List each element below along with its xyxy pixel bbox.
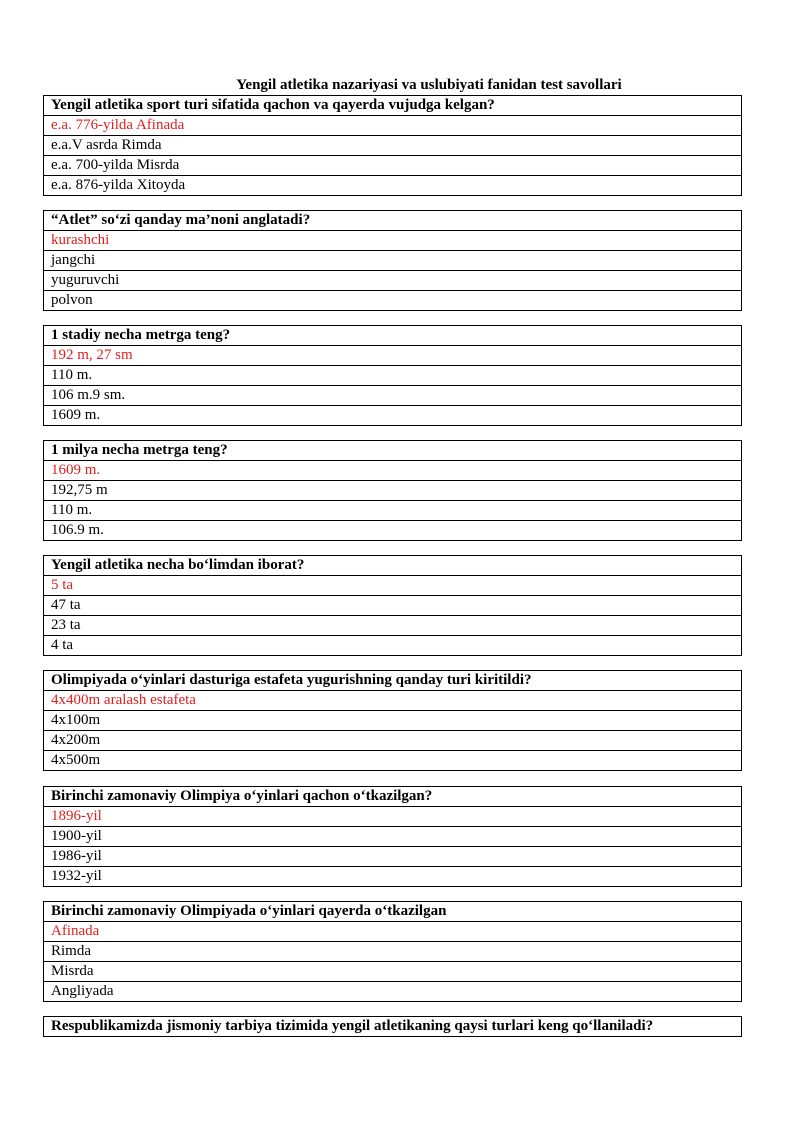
question-block-6 (43, 670, 742, 771)
answer-option: 1932-yil (44, 866, 741, 886)
question-block-4 (43, 440, 742, 541)
answer-option: 47 ta (44, 595, 741, 615)
question-text: 1 stadiy necha metrga teng? (51, 327, 231, 343)
answer-option: polvon (44, 290, 741, 310)
answer-option: 110 m. (44, 500, 741, 520)
answer-option: 192,75 m (44, 480, 741, 500)
answer-option: 106.9 m. (44, 520, 741, 540)
answer-option: Angliyada (44, 981, 741, 1001)
answer-option: Misrda (44, 961, 741, 981)
question-text: Respublikamizda jismoniy tarbiya tizimida yengil atletikaning qaysi turlari keng qo‘llaniladi? (51, 1018, 654, 1034)
answer-option: 4x200m (44, 730, 741, 750)
question-text: Yengil atletika sport turi sifatida qachon va qayerda vujudga kelgan? (51, 97, 495, 113)
question-text: 1 milya necha metrga teng? (51, 442, 228, 458)
question-block-5 (43, 555, 742, 656)
answer-option: 106 m.9 sm. (44, 385, 741, 405)
answer-option: e.a.V asrda Rimda (44, 135, 741, 155)
answer-correct: Afinada (44, 921, 741, 941)
answer-option: 1609 m. (44, 405, 741, 425)
answer-option: jangchi (44, 250, 741, 270)
question-block-1 (43, 95, 742, 196)
answer-option: 23 ta (44, 615, 741, 635)
answer-option: 1986-yil (44, 846, 741, 866)
answer-option: 4x500m (44, 750, 741, 770)
answer-option: 4 ta (44, 635, 741, 655)
question-text: “Atlet” so‘zi qanday ma’noni anglatadi? (51, 212, 311, 228)
question-block-8 (43, 901, 742, 1002)
question-text: Yengil atletika necha bo‘limdan iborat? (51, 557, 305, 573)
question-block-2 (43, 210, 742, 311)
answer-correct: 192 m, 27 sm (44, 345, 741, 365)
answer-correct: kurashchi (44, 230, 741, 250)
answer-option: e.a. 876-yilda Xitoyda (44, 175, 741, 195)
answer-option: 110 m. (44, 365, 741, 385)
question-text: Birinchi zamonaviy Olimpiya o‘yinlari qachon o‘tkazilgan? (51, 788, 433, 804)
answer-option: Rimda (44, 941, 741, 961)
answer-correct: e.a. 776-yilda Afinada (44, 115, 741, 135)
document-title: Yengil atletika nazariyasi va uslubiyati fanidan test savollari (236, 77, 622, 93)
question-block-7 (43, 786, 742, 887)
answer-option: yuguruvchi (44, 270, 741, 290)
answer-option: 1900-yil (44, 826, 741, 846)
answer-correct: 1896-yil (44, 806, 741, 826)
answer-option: 4x100m (44, 710, 741, 730)
question-block-3 (43, 325, 742, 426)
question-block-9 (43, 1016, 742, 1037)
answer-option: e.a. 700-yilda Misrda (44, 155, 741, 175)
question-text: Olimpiyada o‘yinlari dasturiga estafeta yugurishning qanday turi kiritildi? (51, 672, 532, 688)
answer-correct: 1609 m. (44, 460, 741, 480)
answer-correct: 4x400m aralash estafeta (44, 690, 741, 710)
question-text: Birinchi zamonaviy Olimpiyada o‘yinlari qayerda o‘tkazilgan (51, 903, 447, 919)
answer-correct: 5 ta (44, 575, 741, 595)
